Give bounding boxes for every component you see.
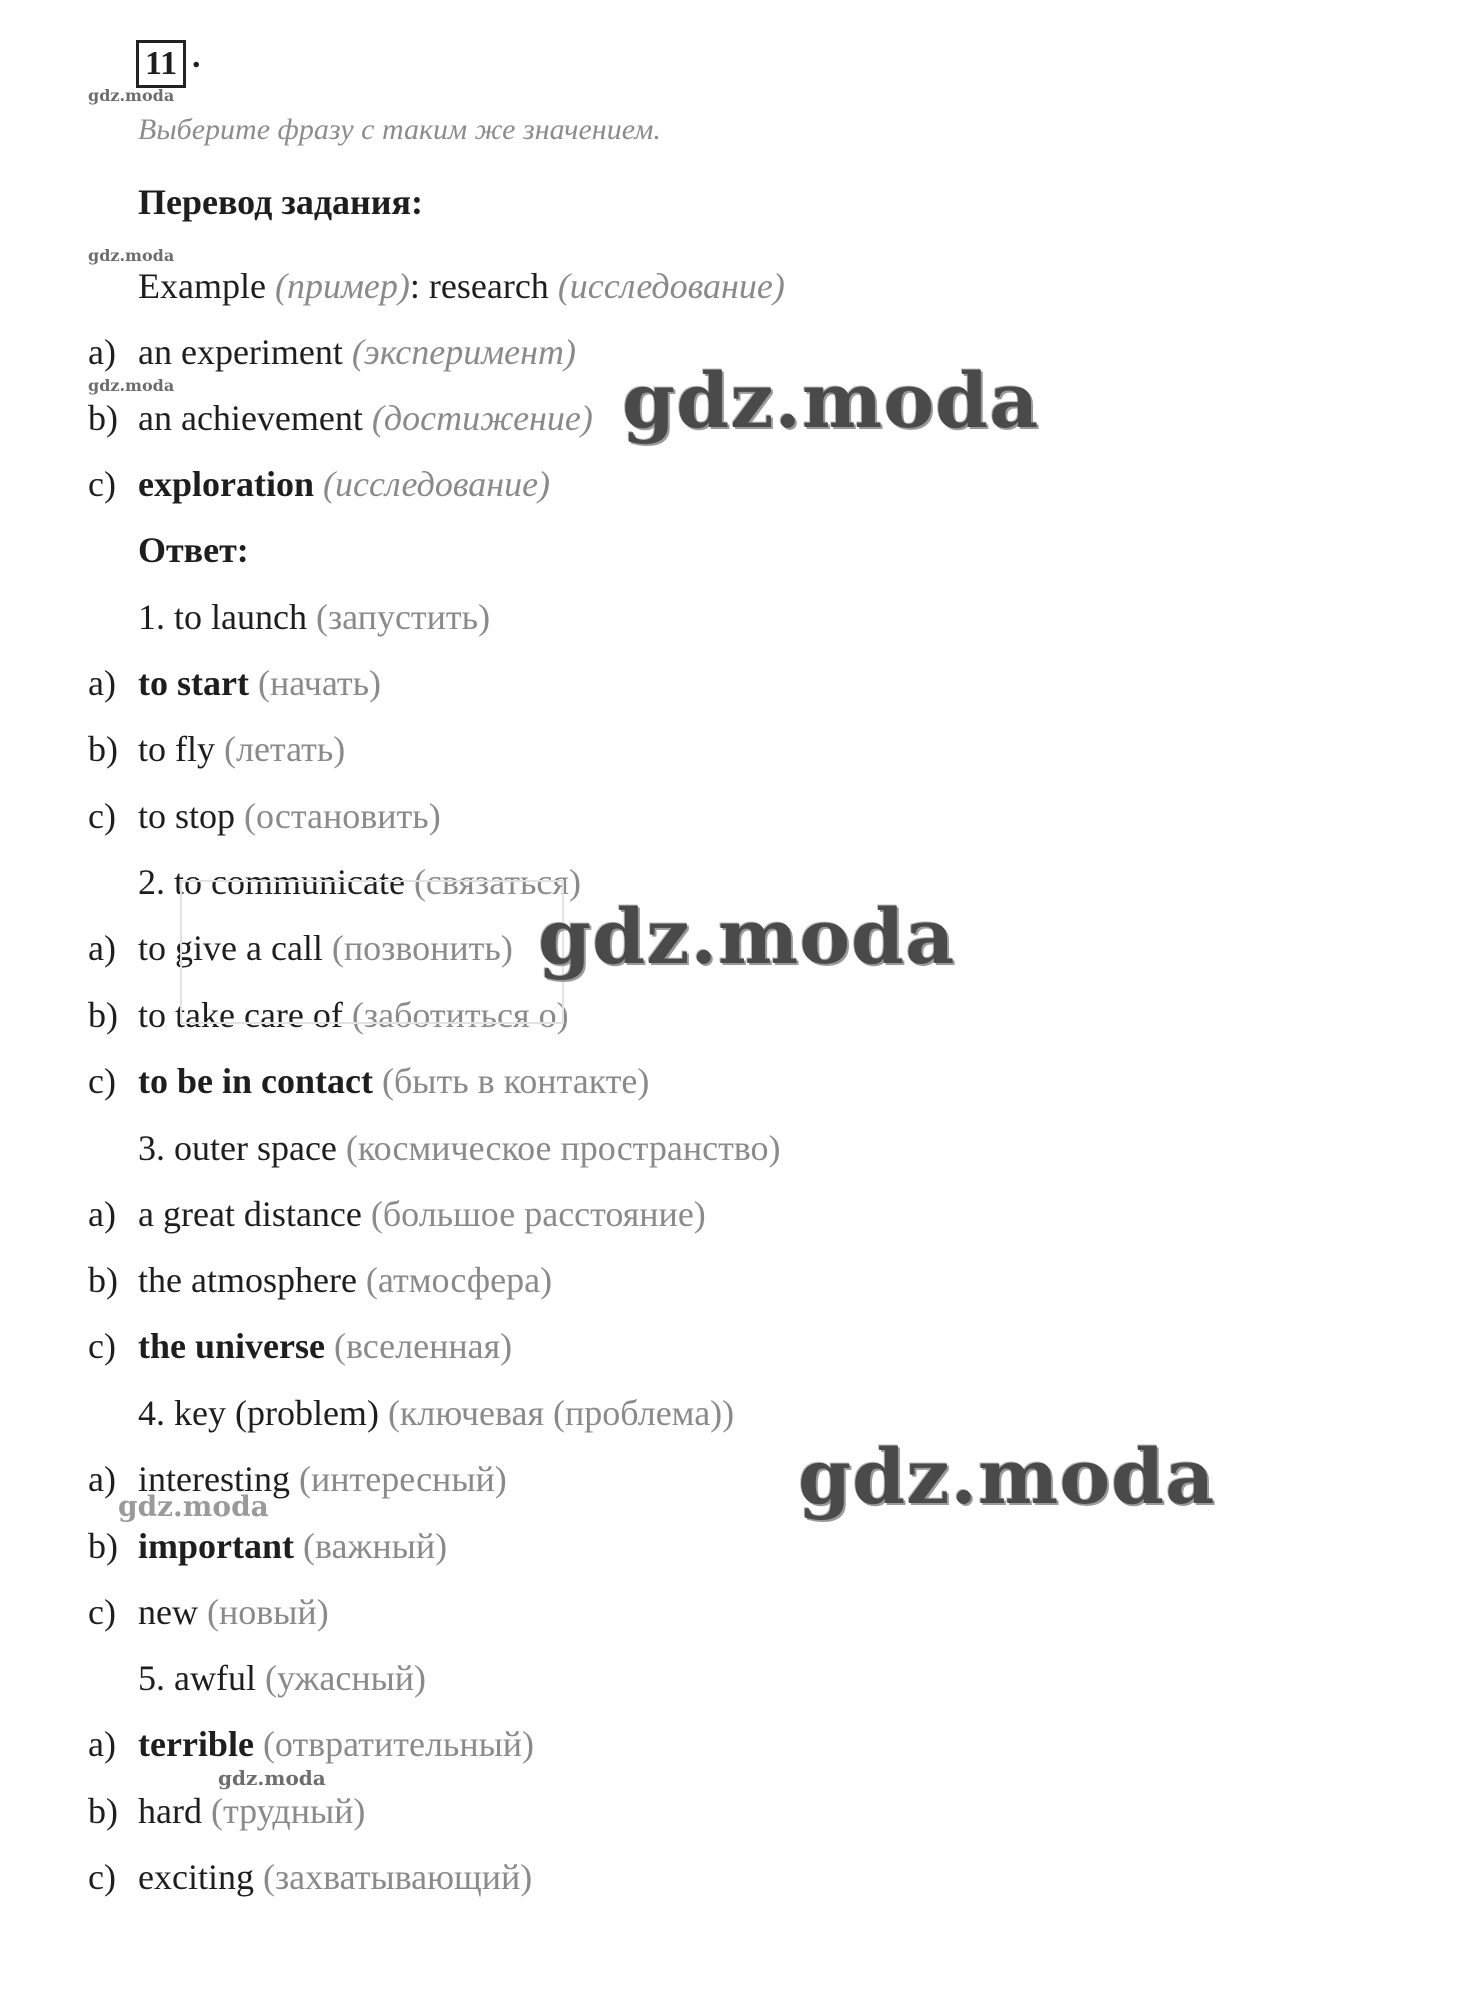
- option-text: terrible: [138, 1724, 254, 1764]
- option-letter: a): [88, 1194, 116, 1234]
- option-translation: (достижение): [371, 398, 593, 438]
- option-text: to take care of: [138, 995, 343, 1035]
- question-4: [138, 1393, 734, 1433]
- option-letter: b): [88, 1791, 118, 1831]
- option-letter: c): [88, 1857, 116, 1897]
- watermark-medium: gdz.moda: [118, 1490, 269, 1523]
- q1-option-a: [138, 663, 381, 703]
- option-translation: (важный): [303, 1526, 448, 1566]
- exercise-number-dot: .: [192, 38, 201, 75]
- option-text: hard: [138, 1791, 202, 1831]
- question-5: [138, 1658, 426, 1698]
- answer-heading: Ответ:: [138, 530, 249, 570]
- option-translation: (новый): [206, 1592, 329, 1632]
- q4-option-b: [138, 1526, 447, 1566]
- example-option-a: [138, 332, 576, 372]
- option-translation: (начать): [257, 663, 382, 703]
- watermark-small: gdz.moda: [88, 246, 175, 265]
- option-text: to give a call: [138, 928, 323, 968]
- option-text: to start: [138, 663, 249, 703]
- option-translation: (большое расстояние): [370, 1194, 706, 1234]
- option-letter: a): [88, 663, 116, 703]
- option-letter: b): [88, 1260, 118, 1300]
- option-text: exciting: [138, 1857, 254, 1897]
- question-number: 3.: [138, 1128, 165, 1168]
- example-option-c: [138, 464, 550, 504]
- q5-option-a: [138, 1724, 534, 1764]
- watermark-large: gdz.moda: [538, 892, 956, 981]
- option-translation: (исследование): [323, 464, 551, 504]
- q3-option-a: [138, 1194, 706, 1234]
- option-text: important: [138, 1526, 294, 1566]
- question-text: key (problem): [174, 1393, 379, 1433]
- option-letter: a): [88, 332, 116, 372]
- option-letter: a): [88, 1724, 116, 1764]
- option-letter: b): [88, 398, 118, 438]
- option-text: new: [138, 1592, 198, 1632]
- q3-option-b: [138, 1260, 552, 1300]
- option-text: the atmosphere: [138, 1260, 357, 1300]
- option-translation: (позвонить): [331, 928, 513, 968]
- ghost-watermark-frame: [180, 880, 564, 1024]
- question-1: [138, 597, 490, 637]
- option-translation: (вселенная): [333, 1326, 513, 1366]
- option-text: the universe: [138, 1326, 325, 1366]
- question-text: awful: [174, 1658, 256, 1698]
- question-translation: (запустить): [315, 597, 491, 637]
- option-letter: a): [88, 928, 116, 968]
- example-word-translation: (пример): [274, 266, 410, 306]
- q3-option-c: [138, 1326, 512, 1366]
- question-3: [138, 1128, 781, 1168]
- option-translation: (заботиться о): [351, 995, 569, 1035]
- example-answer: research: [428, 266, 549, 306]
- option-translation: (эксперимент): [351, 332, 577, 372]
- option-translation: (отвратительный): [262, 1724, 535, 1764]
- option-text: exploration: [138, 464, 314, 504]
- question-number: 4.: [138, 1393, 165, 1433]
- option-letter: b): [88, 1526, 118, 1566]
- option-translation: (захватывающий): [262, 1857, 533, 1897]
- example-word: Example: [138, 266, 266, 306]
- question-translation: (ужасный): [264, 1658, 427, 1698]
- option-translation: (трудный): [210, 1791, 366, 1831]
- question-text: to launch: [174, 597, 307, 637]
- option-letter: a): [88, 1459, 116, 1499]
- question-translation: (космическое пространство): [345, 1128, 781, 1168]
- option-translation: (быть в контакте): [381, 1061, 650, 1101]
- option-letter: c): [88, 464, 116, 504]
- option-text: an achievement: [138, 398, 363, 438]
- watermark-large: gdz.moda: [798, 1432, 1216, 1521]
- option-letter: c): [88, 796, 116, 836]
- option-letter: c): [88, 1592, 116, 1632]
- example-option-b: [138, 398, 593, 438]
- q4-option-c: [138, 1592, 329, 1632]
- option-letter: c): [88, 1061, 116, 1101]
- question-text: outer space: [174, 1128, 337, 1168]
- watermark-large: gdz.moda: [622, 356, 1040, 445]
- q1-option-c: [138, 796, 441, 836]
- example-answer-translation: (исследование): [557, 266, 785, 306]
- option-text: to fly: [138, 729, 215, 769]
- option-text: an experiment: [138, 332, 343, 372]
- watermark-small: gdz.moda: [218, 1766, 326, 1790]
- question-number: 1.: [138, 597, 165, 637]
- option-translation: (атмосфера): [365, 1260, 553, 1300]
- option-translation: (остановить): [244, 796, 441, 836]
- translation-heading: Перевод задания:: [138, 182, 423, 222]
- option-translation: (летать): [224, 729, 346, 769]
- q1-option-b: [138, 729, 345, 769]
- q5-option-b: [138, 1791, 365, 1831]
- q5-option-c: [138, 1857, 532, 1897]
- question-text: to communicate: [174, 862, 405, 902]
- question-number: 5.: [138, 1658, 165, 1698]
- task-text: Выберите фразу с таким же значением.: [138, 113, 661, 146]
- question-number: 2.: [138, 862, 165, 902]
- example-line: [138, 266, 785, 306]
- option-text: to stop: [138, 796, 236, 836]
- option-text: to be in contact: [138, 1061, 373, 1101]
- option-text: a great distance: [138, 1194, 362, 1234]
- watermark-small: gdz.moda: [88, 86, 175, 105]
- watermark-small: gdz.moda: [88, 376, 175, 395]
- option-text: interesting: [138, 1459, 290, 1499]
- example-colon: :: [409, 266, 420, 306]
- question-translation: (связаться): [413, 862, 581, 902]
- question-translation: (ключевая (проблема)): [387, 1393, 735, 1433]
- option-letter: b): [88, 729, 118, 769]
- option-translation: (интересный): [298, 1459, 507, 1499]
- q2-option-c: [138, 1061, 649, 1101]
- option-letter: c): [88, 1326, 116, 1366]
- option-letter: b): [88, 995, 118, 1035]
- exercise-number: 11: [136, 40, 186, 88]
